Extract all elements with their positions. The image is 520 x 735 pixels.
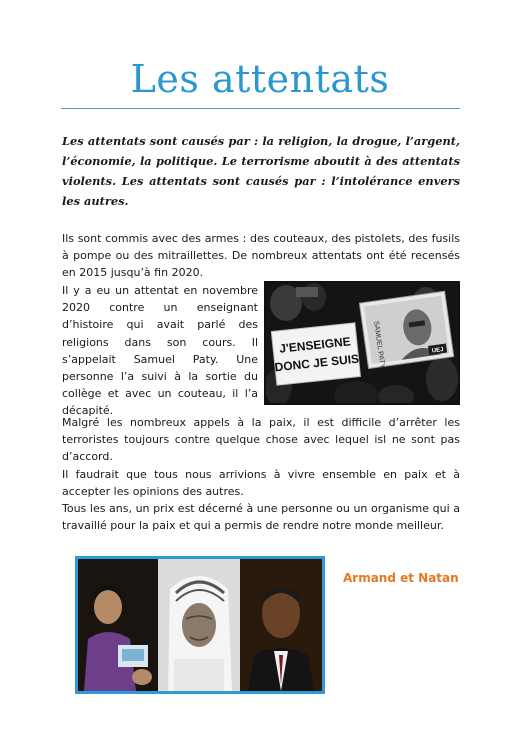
author-signature: Armand et Natan [343,571,459,585]
intro-paragraph: Les attentats sont causés par : la religion, la drogue, l’argent, l’économie, la politique. Le terrorisme aboutit à des attentats violents. Les attentats sont causés par : l’intolérance envers les autres. [62,134,460,208]
sign-left-line1: J'ENSEIGNE [278,334,352,356]
nobel-laureates-photo [75,556,325,694]
page-title: Les attentats [130,57,390,101]
paragraph-peace-appeals: Malgré les nombreux appels à la paix, il est difficile d’arrêter les terroristes toujours contre quelque chose avec lequel isl ne sont pas d’accord. [62,416,460,464]
title-underline [61,108,460,109]
sign-left-line2: DONC JE SUIS [273,351,360,375]
sign-right-logo: UEJ [431,346,444,355]
paragraph-samuel-paty: Il y a eu un attentat en novembre 2020 contre un enseignant d’histoire qui avait parlé des religions dans son cours. Il s’appelait Samuel Paty. Une personne l’a suivi à la sortie du collège et avec un couteau, il l’a décapité. [62,284,258,418]
paragraph-live-together: Il faudrait que tous nous arrivions à vivre ensemble en paix et à accepter les opinions des autres. [62,468,460,499]
protest-photo [264,281,460,405]
paragraph-weapons: Ils sont commis avec des armes : des couteaux, des pistolets, des fusils à pompe ou des mitraillettes. De nombreux attentats ont été recensés en 2015 jusqu’à fin 2020. [62,232,460,280]
sign-right-name: SAMUEL PATY [372,320,386,369]
paragraph-peace-prize: Tous les ans, un prix est décerné à une personne ou un organisme qui a travaillé pour la paix et qui a permis de rendre notre monde meilleur. [62,502,460,533]
